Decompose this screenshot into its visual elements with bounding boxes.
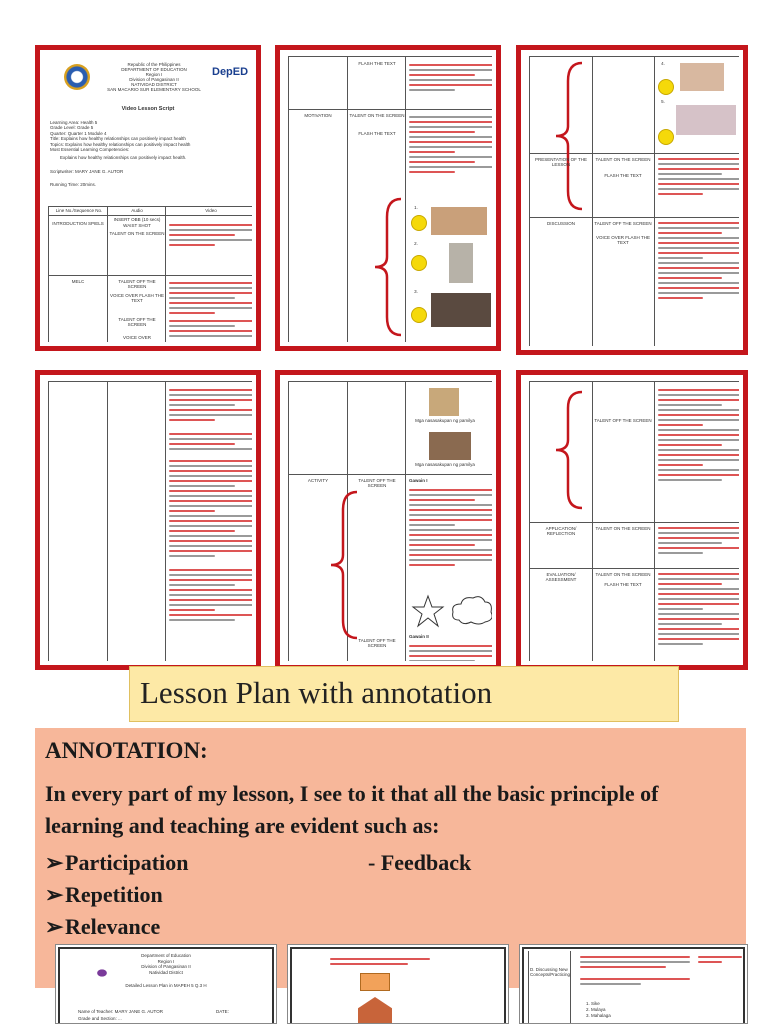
header-line: Division of Pangasinan II <box>141 964 191 969</box>
table-cell: INSERT OBB (10 secs) <box>113 217 161 222</box>
info-line: Title: Explains how healthy relationships can positively impact health <box>50 136 186 142</box>
activity-heading: Gawain I <box>409 478 428 483</box>
list-number: 2. <box>414 241 418 246</box>
row-label: PRESENTATION OF THE LESSON <box>534 157 587 167</box>
script-table <box>529 56 739 346</box>
table-cell: FLASH THE TEXT <box>358 61 396 66</box>
curly-brace <box>373 197 403 337</box>
page-thumbnail-6[interactable] <box>516 370 748 670</box>
info-line: Most Essential Learning Competencies: <box>50 147 130 153</box>
curly-brace <box>329 490 359 640</box>
table-cell: TALENT ON THE SCREEN <box>595 157 651 162</box>
annotation-heading: ANNOTATION: <box>45 738 208 763</box>
bullet-relevance <box>45 914 160 940</box>
competency-line: Explains how healthy relationships can positively impact health. <box>60 155 187 161</box>
grade-section-line: Grade and Section: ... <box>78 1016 122 1021</box>
table-cell: TALENT ON THE SCREEN <box>595 572 651 577</box>
table-cell: TALENT ON THE SCREEN <box>595 526 651 531</box>
script-table <box>48 381 252 661</box>
table-cell: VOICE OVER FLASH THE TEXT <box>110 293 164 303</box>
script-table <box>48 206 252 342</box>
sad-person-photo <box>431 293 491 327</box>
happy-emoji-icon <box>411 215 427 231</box>
page-thumbnail-5[interactable] <box>275 370 501 670</box>
bullet-label: Relevance <box>65 914 161 939</box>
row-label: MOTIVATION <box>304 113 332 118</box>
list-number: 5. <box>661 99 665 104</box>
page-thumbnail-2[interactable] <box>275 45 501 351</box>
seal-logo <box>64 64 90 90</box>
star-shape <box>411 594 445 628</box>
photo-caption: Mga nasasakupan ng pamilya <box>415 462 475 467</box>
photo-caption: Mga nasasakupan ng pamilya <box>415 418 475 423</box>
family-portrait-photo <box>429 388 459 416</box>
bottom-thumbnail-2[interactable] <box>287 944 509 1024</box>
seal-logo <box>94 967 110 979</box>
script-table <box>288 56 492 342</box>
table-cell: TALENT OFF THE SCREEN <box>118 317 156 327</box>
list-number: 4. <box>661 61 665 66</box>
neutral-emoji-icon <box>411 255 427 271</box>
lesson-plan-title-box <box>129 666 679 722</box>
bullet-label: Repetition <box>65 882 163 907</box>
list-item: 1. Sike <box>586 1001 600 1006</box>
teacher-name-line: Name of Teacher: MARY JANE G. AUTOR <box>78 1009 163 1014</box>
lesson-plan-title: Lesson Plan with annotation <box>140 675 493 710</box>
happy-emoji-icon <box>658 129 674 145</box>
page-thumbnail-3[interactable] <box>516 45 748 355</box>
table-header: Line No./Sequence No. <box>55 208 103 213</box>
page-thumbnail-1[interactable] <box>35 45 261 351</box>
bullet-repetition <box>45 882 163 908</box>
page-thumbnail-4[interactable] <box>35 370 261 670</box>
date-line: DATE: <box>216 1009 229 1014</box>
curly-brace <box>554 390 584 510</box>
row-label: DISCUSSION <box>546 221 575 226</box>
table-header: Audio <box>131 208 143 213</box>
table-cell: TALENT ON THE SCREEN <box>349 113 405 118</box>
cloud-shape <box>449 594 492 628</box>
table-header: Video <box>205 208 217 213</box>
scriptwriter-line: Scriptwriter: MARY JANE G. AUTOR <box>50 168 124 174</box>
header-line: Region I <box>157 958 175 964</box>
header-line: Region I <box>145 72 163 77</box>
deped-logo <box>212 66 252 88</box>
row-label: INTRODUCTION SPIELS <box>52 221 104 226</box>
script-title: Video Lesson Script <box>121 106 175 112</box>
table-cell: TALENT OFF THE SCREEN <box>594 221 652 226</box>
list-number: 1. <box>414 205 418 210</box>
info-line: Learning Area: Health 5 <box>50 120 98 125</box>
table-cell: TALENT OFF THE SCREEN <box>358 638 396 648</box>
list-item: 2. Mulaya <box>586 1007 606 1012</box>
talking-people-photo <box>449 243 473 283</box>
row-label: ACTIVITY <box>307 478 329 483</box>
script-table <box>288 381 492 661</box>
table-cell: TALENT OFF THE SCREEN <box>358 478 396 488</box>
table-cell: FLASH THE TEXT <box>604 582 642 587</box>
table-cell: TALENT OFF THE SCREEN <box>118 279 156 289</box>
row-label: D. Discussing New Concepts/Practicing <box>530 967 571 977</box>
row-label: EVALUATION/ ASSESSMENT <box>545 572 577 582</box>
script-table <box>529 381 739 661</box>
header-line: SAN MACARIO SUR ELEMENTARY SCHOOL <box>107 87 201 92</box>
family-photo <box>431 207 487 235</box>
activity-heading: Gawain II <box>409 634 429 639</box>
info-line: Grade Level: Grade 5 <box>50 125 94 131</box>
feedback-label: - Feedback <box>368 850 472 875</box>
bottom-thumbnail-1[interactable] <box>55 944 277 1024</box>
arrow-bullet-icon: ➢ <box>45 914 64 939</box>
header-line: Natividad District <box>149 969 183 975</box>
header-line: Division of Pangasinan II <box>129 77 179 82</box>
table-cell: TALENT OFF THE SCREEN <box>594 418 652 423</box>
header-line: Republic of the Philippines <box>127 62 181 67</box>
deped-logo-text: DepED <box>212 66 249 78</box>
info-line: Quarter: Quarter 1 Module 4 <box>50 130 107 136</box>
table-cell: FLASH THE TEXT <box>604 173 642 178</box>
table-cell: VOICE OVER <box>122 335 151 340</box>
family-group-photo <box>429 432 471 460</box>
bottom-thumbnail-3[interactable] <box>519 944 748 1024</box>
running-time-line: Running Time: 20mins. <box>50 182 97 188</box>
header-line: NATIVIDAD DISTRICT <box>131 82 177 87</box>
row-label: MELC <box>71 279 85 284</box>
list-number: 3. <box>414 289 418 294</box>
list-item: 3. Mahalaga <box>586 1013 611 1018</box>
header-line: DEPARTMENT OF EDUCATION <box>121 67 187 72</box>
row-label: APPLICATION/ REFLECTION <box>545 526 577 536</box>
sad-emoji-icon <box>411 307 427 323</box>
box-illustration <box>360 973 390 991</box>
exercise-photo <box>676 105 736 135</box>
table-cell: WAIST SHOT <box>123 223 151 228</box>
annotation-text: In every part of my lesson, I see to it that all the basic principle of learning and teaching are evident such as: <box>45 781 659 838</box>
arrow-bullet-icon: ➢ <box>45 850 64 875</box>
arrow-bullet-icon: ➢ <box>45 882 64 907</box>
eating-photo <box>680 63 724 91</box>
info-line: Topics: Explains how healthy relationships can positively impact health <box>50 141 191 147</box>
header-line: Department of Education <box>141 953 191 958</box>
curly-brace <box>554 61 584 211</box>
table-cell: TALENT ON THE SCREEN <box>109 231 165 236</box>
table-cell: FLASH THE TEXT <box>358 131 396 136</box>
table-cell: VOICE OVER FLASH THE TEXT <box>596 235 650 245</box>
bullet-label: Participation <box>65 850 189 875</box>
lesson-plan-heading: Detailed Lesson Plan in MAPEH 5 Q.3 H <box>125 983 207 988</box>
bullet-participation <box>45 850 188 876</box>
happy-emoji-icon <box>658 79 674 95</box>
